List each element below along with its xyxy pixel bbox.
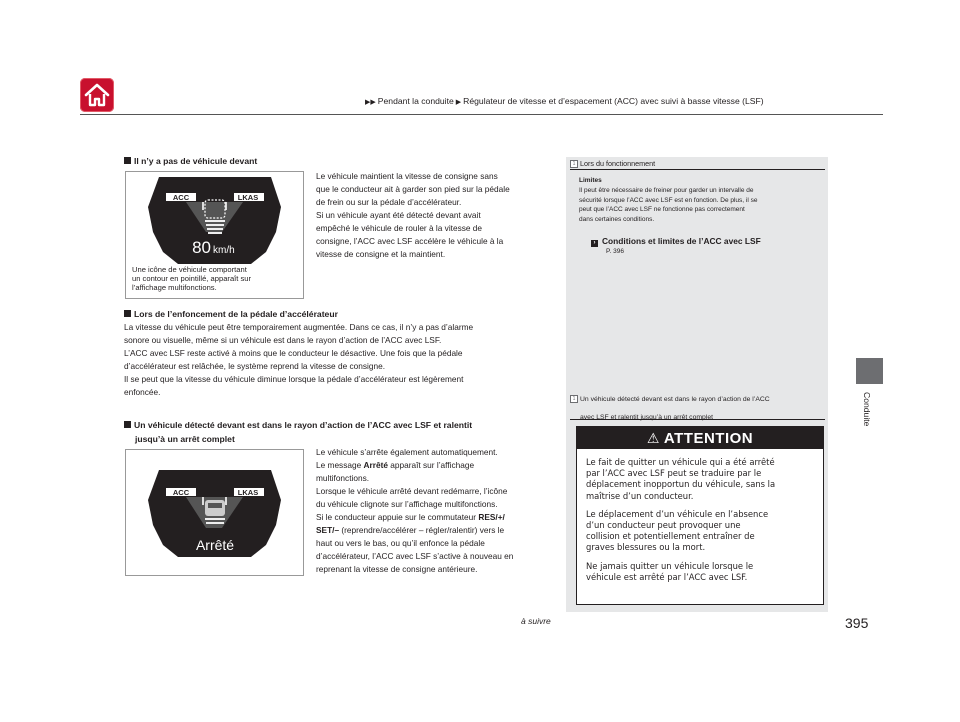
attention-box: [576, 426, 824, 605]
speed-unit: km/h: [213, 245, 235, 256]
warning-triangle-icon: ⚠: [646, 430, 660, 446]
attention-header: ⚠ ATTENTION: [577, 427, 823, 449]
bullet-square-icon: [124, 157, 131, 164]
section2-body: La vitesse du véhicule peut être temporairement augmentée. Dans ce cas, il n’y a pas d’alarme sonore ou visuelle, même si un véhicule est dans le rayon d’action de l’ACC avec LSF. L’ACC avec LSF reste activé à moins que le conducteur le désactive. Une fois que la pédale d’accélérateur est relâchée, le système reprend la vitesse de consigne. Il se peut que la vitesse du véhicule diminue lorsque la pédale d’accélérateur est légèrement enfoncée.: [124, 322, 474, 397]
stopped-message: Arrêté: [195, 537, 235, 553]
section-heading-full-stop: Un véhicule détecté devant est dans le rayon d’action de l’ACC avec LSF et ralentit jusqu’à un arrêt complet: [124, 418, 472, 446]
stopped-term: Arrêté: [363, 460, 388, 470]
breadcrumb-arrow-icon: ▶: [455, 99, 462, 106]
acc-indicator: ACC: [172, 193, 190, 202]
section-heading-accelerator: Lors de l’enfoncement de la pédale d’accélérateur: [124, 309, 338, 319]
chapter-label: Conduite: [862, 392, 872, 427]
note-rule: [570, 419, 825, 420]
home-button[interactable]: [80, 78, 114, 112]
set-switch-term: SET/–: [316, 525, 340, 535]
link-arrow-icon: ›: [591, 240, 598, 247]
set-speed-value: 80: [192, 238, 211, 257]
section1-body: Le véhicule maintient la vitesse de consigne sans que le conducteur ait à garder son pied sur la pédale de frein ou sur la pédale d’accélérateur. Si un véhicule ayant été détecté devant avait empêché le véhicule de rouler à la vitesse de consigne, l’ACC avec LSF accélère le véhicule à la vitesse de consigne et la maintient.: [316, 171, 510, 259]
breadcrumb: [363, 96, 764, 106]
continued-label: à suivre: [521, 616, 551, 626]
limits-note: Limites Il peut être nécessaire de freiner pour garder un intervalle de sécurité lorsque l’ACC avec LSF est en fonction. De plus, il se peut que l’ACC avec LSF ne fonctionne pas correctement dans certaines conditions.: [579, 177, 758, 224]
display-caption: Une icône de véhicule comportant un contour en pointillé, apparaît sur l’affichage multifonctions.: [132, 265, 252, 293]
section-heading-no-vehicle: Il n’y a pas de véhicule devant: [124, 156, 257, 166]
breadcrumb-item-driving[interactable]: Pendant la conduite: [377, 96, 454, 106]
res-switch-term: RES/+/: [478, 512, 505, 522]
link-page-ref[interactable]: P. 396: [606, 248, 624, 255]
note-marker-icon: 1: [570, 160, 578, 168]
note-marker-icon: 1: [570, 395, 578, 403]
lkas-indicator: LKAS: [237, 488, 259, 497]
header-rule: [80, 114, 883, 115]
note-title-operation: 1 Lors du fonctionnement: [570, 159, 655, 168]
lkas-indicator: LKAS: [237, 193, 259, 202]
stopped-display-image: [126, 450, 303, 575]
page-number: 395: [845, 615, 869, 631]
multi-info-display-cruise: [125, 171, 304, 299]
chapter-tab[interactable]: [856, 358, 883, 384]
breadcrumb-item-acc[interactable]: Régulateur de vitesse et d’espacement (ACC) avec suivi à basse vitesse (LSF): [463, 96, 764, 106]
bullet-square-icon: [124, 421, 131, 428]
section3-body: Le véhicule s’arrête également automatiquement. Le message Arrêté apparaît sur l’affichage multifonctions. Lorsque le véhicule arrêté devant redémarre, l’icône du véhicule clignote sur l’affichage multifonctions. Si le conducteur appuie sur le commutateur RES/+/ SET/– (reprendre/accélérer – régler/ralentir) vers le haut ou vers le bas, ou qu’il enfonce la pédale d’accélérateur, l’ACC avec LSF s’active à nouveau en reprenant la vitesse de consigne antérieure.: [316, 447, 514, 574]
note-rule: [570, 169, 825, 170]
attention-text: Le fait de quitter un véhicule qui a été arrêté par l’ACC avec LSF peut se traduire par le déplacement inopportun du véhicule, sans la maîtrise d’un conducteur. Le déplacement d’un véhicule en l’absence d’un conducteur peut provoquer une collision et potentiellement entraîner de graves blessures ou la mort. Ne jamais quitter un véhicule lorsque le véhicule est arrêté par l’ACC avec LSF.: [586, 457, 776, 582]
note-title-full-stop: 1 Un véhicule détecté devant est dans le rayon d’action de l’ACC avec LSF et ralentit jusqu’à un arrêt complet: [570, 391, 770, 427]
bullet-square-icon: [124, 310, 131, 317]
multi-info-display-stopped: [125, 449, 304, 576]
breadcrumb-arrow-icon: ▶▶: [365, 99, 376, 106]
home-icon: [80, 78, 114, 112]
acc-indicator: ACC: [172, 488, 190, 497]
link-conditions-limits[interactable]: › Conditions et limites de l’ACC avec LSF: [591, 236, 761, 247]
